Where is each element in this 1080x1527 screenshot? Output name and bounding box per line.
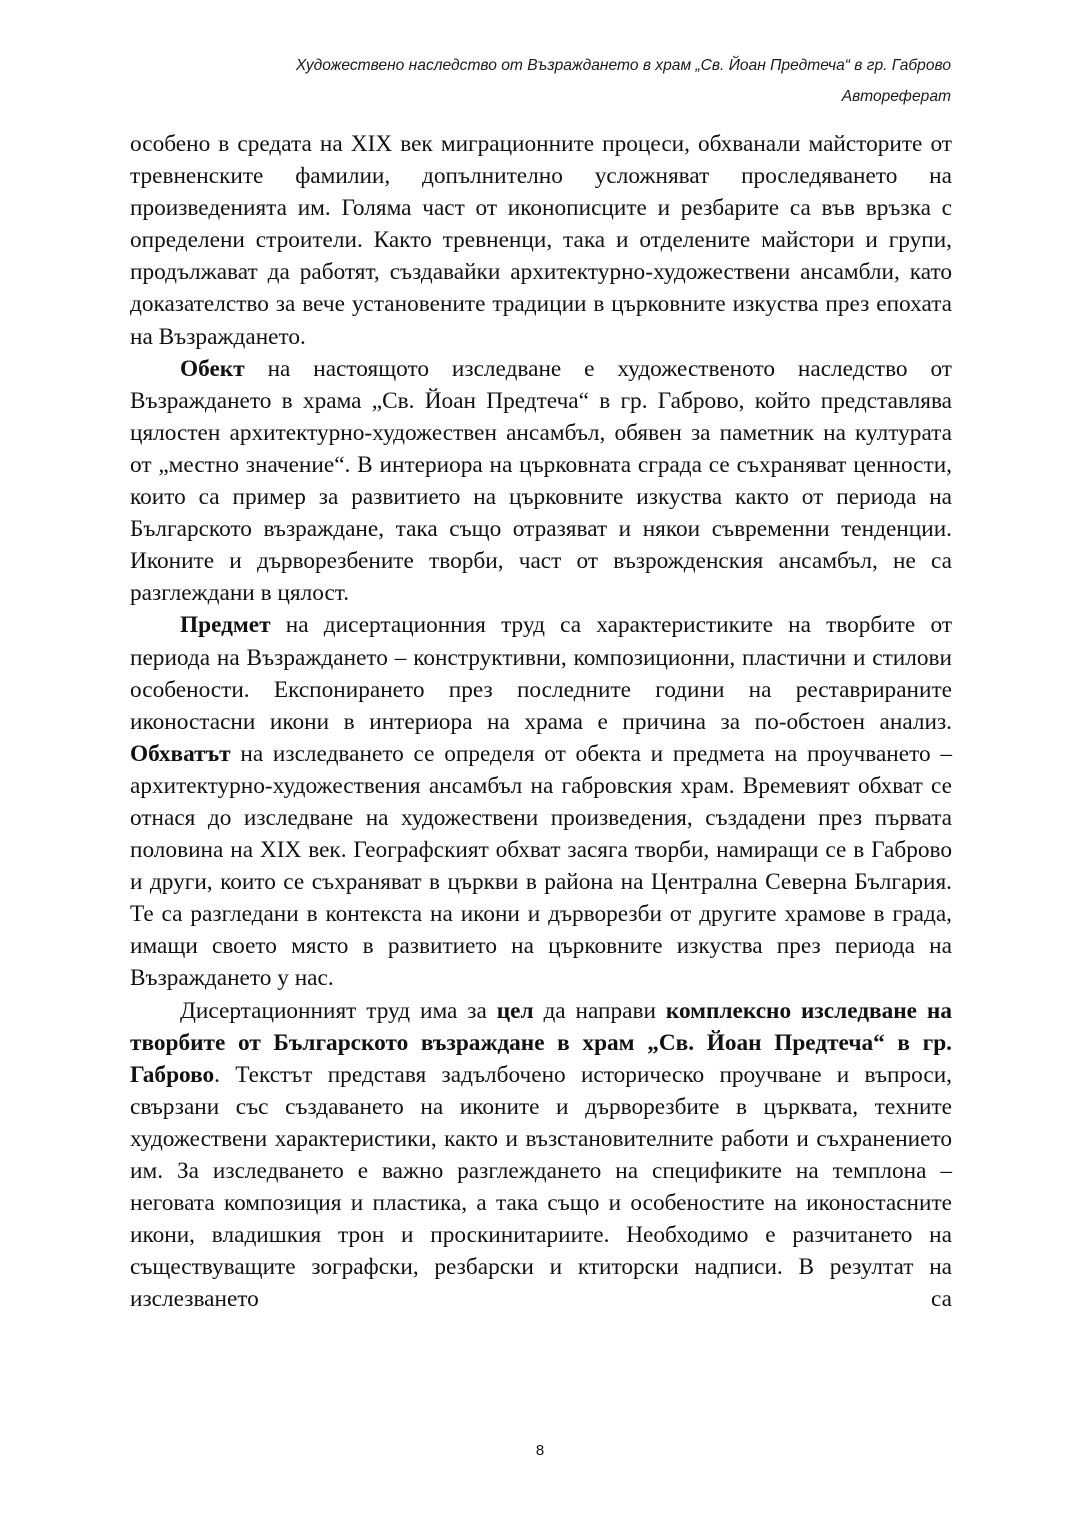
- page-number: 8: [535, 1442, 545, 1459]
- term-scope: Обхватът: [130, 740, 231, 767]
- paragraph-goal: Дисертационният труд има за цел да направи комплексно изследване на творбите от Българското възраждане в храм „Св. Йоан Предтеча“ в гр. Габрово. Текстът представя задълбочено историческо проучване и въпроси, свързани със създаването на иконите и дърворезбите в църквата, техните художествени характеристики, както и възстановителните работи и съхранението им. За изследването е важно разглеждането на спецификите на темплона – неговата композиция и пластика, а така също и особеностите на иконостасните икони, владишкия трон и проскинитариите. Необходимо е разчитането на съществуващите зографски, резбарски и ктиторски надписи. В резултат на изслезването са: [130, 997, 952, 1313]
- running-header-title: Художествено наследство от Възраждането в храм „Св. Йоан Предтеча“ в гр. Габрово: [295, 57, 951, 74]
- running-header-subtitle: Автореферат: [841, 88, 951, 105]
- body-text: [130, 128, 952, 1315]
- running-header: [129, 50, 951, 112]
- paragraph-continuation: особено в средата на XIX век миграционните процеси, обхванали майсторите от тревненските фамилии, допълнително усложняват проследяването на произведенията им. Голяма част от иконописците и резбарите са във връзка с определени строители. Както тревненци, така и отделените майстори и групи, продължават да работят, създавайки архитектурно-художествени ансамбли, като доказателство за вече установените традиции в църковните изкуства през епохата на Възраждането.: [130, 131, 952, 350]
- paragraph-object: Обект на настоящото изследване е художественото наследство от Възраждането в храма „Св. Йоан Предтеча“ в гр. Габрово, който представлява цялостен архитектурно-художествен ансамбъл, обявен за паметник на културата от „местно значение“. В интериора на църковната сграда се съхраняват ценности, които са пример за развитието на църковните изкуства както от периода на Българското възраждане, така също отразяват и някои съвременни тенденции. Иконите и дърворезбените творби, част от възрожденския ансамбъл, не са разглеждани в цялост.: [130, 355, 952, 607]
- paragraph-subject: Предмет на дисертационния труд са характеристиките на творбите от периода на Възраждането – конструктивни, композиционни, пластични и стилови особености. Експонирането през последните години на реставрираните иконостасни икони в интериора на храма е причина за по-обстоен анализ. Обхватът на изследването се определя от обекта и предмета на проучването – архитектурно-художествения ансамбъл на габровския храм. Времевият обхват се отнася до изследване на художествени произведения, създадени през първата половина на XIX век. Географският обхват засяга творби, намиращи се в Габрово и други, които се съхраняват в църкви в района на Централна Северна България. Те са разгледани в контекста на икони и дърворезби от другите храмове в града, имащи своето място в развитието на църковните изкуства през периода на Възраждането у нас.: [130, 612, 952, 992]
- goal-statement: комплексно изследване на творбите от Българското възраждане в храм „Св. Йоан Предтеча“ в гр. Габрово: [130, 997, 952, 1088]
- term-goal: цел: [496, 997, 534, 1024]
- term-object: Обект: [180, 355, 245, 382]
- term-subject: Предмет: [180, 612, 271, 639]
